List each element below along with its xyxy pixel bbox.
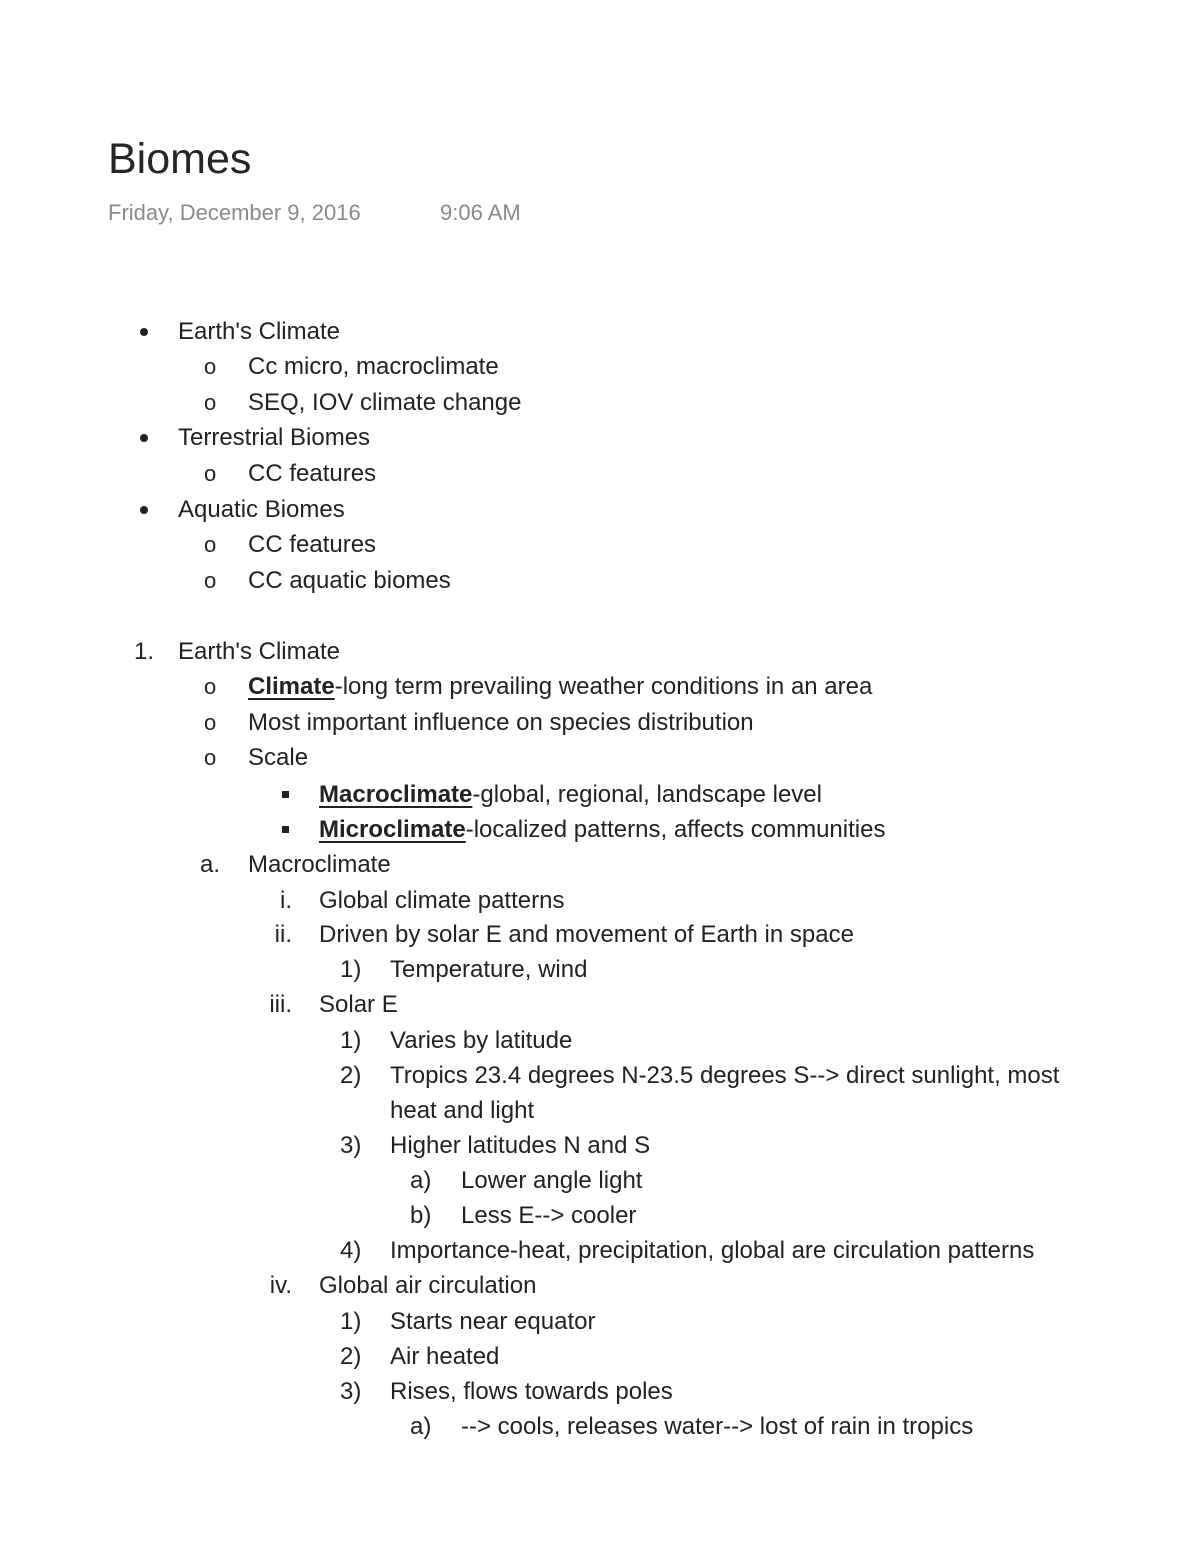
outline-item: 2) Tropics 23.4 degrees N-23.5 degrees S--> direct sunlight, most <box>340 1062 1060 1089</box>
outline-item: 3) Higher latitudes N and S <box>340 1132 651 1159</box>
square-bullet-icon <box>282 791 289 798</box>
outline-item: 1. Earth's Climate <box>133 638 340 665</box>
outline-item: o Scale <box>204 744 309 771</box>
outline-item: 2) Air heated <box>340 1343 500 1370</box>
page-title: Biomes <box>108 135 252 183</box>
outline-item: a. Macroclimate <box>199 851 391 878</box>
outline-item: iii. Solar E <box>269 991 398 1018</box>
bullet-icon <box>140 506 148 514</box>
outline-item: o Climate-long term prevailing weather conditions in an area <box>204 673 873 700</box>
list-item: Terrestrial Biomes <box>0 420 1200 455</box>
outline-item: Microclimate-localized patterns, affects communities <box>0 812 1200 847</box>
outline-item: ii. Driven by solar E and movement of Earth in space <box>274 921 854 948</box>
term-microclimate: Microclimate <box>319 816 466 843</box>
outline-item: 3) Rises, flows towards poles <box>340 1378 673 1405</box>
list-item: o CC features <box>204 531 377 558</box>
outline-item: 4) Importance-heat, precipitation, global are circulation patterns <box>340 1237 1035 1264</box>
outline-item: 1) Starts near equator <box>340 1308 596 1335</box>
outline-item: a) Lower angle light <box>410 1167 643 1194</box>
list-item: Earth's Climate <box>0 314 1200 349</box>
list-item: o CC features <box>204 460 377 487</box>
outline-item: 1) Temperature, wind <box>340 956 588 983</box>
term-climate: Climate <box>248 673 335 700</box>
bullet-icon <box>140 434 148 442</box>
note-time: 9:06 AM <box>440 200 521 225</box>
list-item: o CC aquatic biomes <box>204 567 451 594</box>
outline-item: 1) Varies by latitude <box>340 1027 573 1054</box>
list-item: o SEQ, IOV climate change <box>204 389 522 416</box>
outline-item: o Most important influence on species distribution <box>204 709 754 736</box>
outline-item: i. Global climate patterns <box>280 887 565 914</box>
outline-item: a) --> cools, releases water--> lost of rain in tropics <box>410 1413 974 1439</box>
outline-item-continuation: heat and light <box>390 1097 535 1124</box>
bullet-icon <box>140 328 148 336</box>
list-item: o Cc micro, macroclimate <box>204 353 499 380</box>
outline-item: b) Less E--> cooler <box>410 1202 637 1229</box>
outline-item: iv. Global air circulation <box>269 1272 537 1299</box>
square-bullet-icon <box>282 826 289 833</box>
note-date: Friday, December 9, 2016 <box>108 200 361 225</box>
term-macroclimate: Macroclimate <box>319 781 473 808</box>
outline-item: Macroclimate-global, regional, landscape level <box>0 777 1200 812</box>
list-item: Aquatic Biomes <box>0 492 1200 527</box>
